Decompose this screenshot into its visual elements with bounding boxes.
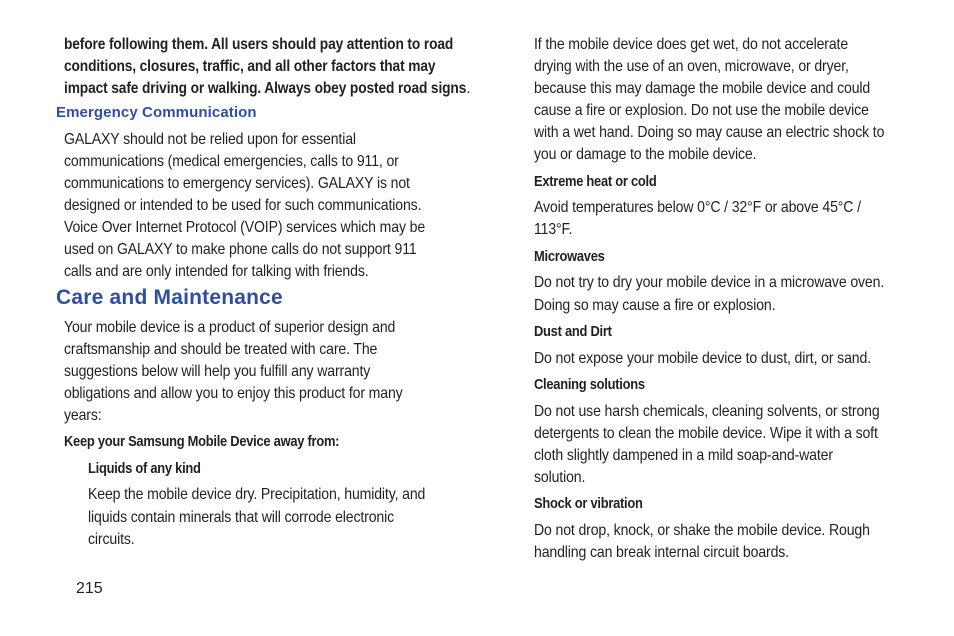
- dust-heading: Dust and Dirt: [534, 323, 612, 340]
- emergency-line: communications to emergency services). GALAXY is not: [64, 175, 410, 192]
- liquids-line: liquids contain minerals that will corrode electronic: [88, 509, 395, 526]
- page-number: 215: [76, 580, 103, 597]
- care-and-maintenance-title: Care and Maintenance: [56, 286, 283, 309]
- shock-line: handling can break internal circuit boards.: [534, 544, 789, 561]
- emergency-line: calls and are only intended for talking with friends.: [64, 263, 369, 280]
- cleaning-line: cloth slightly dampened in a mild soap-and-water: [534, 447, 833, 464]
- microwaves-heading: Microwaves: [534, 248, 605, 265]
- wet-line: drying with the use of an oven, microwave, or dryer,: [534, 58, 849, 75]
- cleaning-line: detergents to clean the mobile device. Wipe it with a soft: [534, 425, 878, 442]
- care-line: obligations and allow you to enjoy this product for many: [64, 385, 403, 402]
- emergency-line: Voice Over Internet Protocol (VOIP) services which may be: [64, 219, 426, 236]
- emergency-line: GALAXY should not be relied upon for essential: [64, 131, 356, 148]
- liquids-heading: Liquids of any kind: [88, 460, 201, 477]
- liquids-line: circuits.: [88, 531, 135, 548]
- shock-heading: Shock or vibration: [534, 495, 643, 512]
- dust-line: Do not expose your mobile device to dust, dirt, or sand.: [534, 350, 871, 367]
- intro-bold-line: before following them. All users should pay attention to road: [64, 36, 454, 53]
- wet-line: If the mobile device does get wet, do not accelerate: [534, 36, 849, 53]
- wet-line: because this may damage the mobile device and could: [534, 80, 871, 97]
- shock-line: Do not drop, knock, or shake the mobile device. Rough: [534, 522, 870, 539]
- heat-line: Avoid temperatures below 0°C / 32°F or above 45°C /: [534, 199, 861, 216]
- wet-line: with a wet hand. Doing so may cause an electric shock to: [534, 124, 885, 141]
- microwave-line: Do not try to dry your mobile device in a microwave oven.: [534, 274, 885, 291]
- liquids-line: Keep the mobile device dry. Precipitation, humidity, and: [88, 486, 426, 503]
- wet-line: cause a fire or explosion. Do not use the mobile device: [534, 102, 869, 119]
- care-line: craftsmanship and should be treated with care. The: [64, 341, 378, 358]
- intro-bold-line-last: impact safe driving or walking. Always obey posted road signs .: [64, 80, 471, 97]
- cleaning-heading: Cleaning solutions: [534, 376, 645, 393]
- cleaning-line: solution.: [534, 469, 586, 486]
- care-line: suggestions below will help you fulfill any warranty: [64, 363, 371, 380]
- cleaning-line: Do not use harsh chemicals, cleaning solvents, or strong: [534, 403, 880, 420]
- emergency-communication-heading: Emergency Communication: [56, 104, 257, 121]
- emergency-line: used on GALAXY to make phone calls do not support 911: [64, 241, 417, 258]
- microwave-line: Doing so may cause a fire or explosion.: [534, 297, 776, 314]
- care-line: Your mobile device is a product of superior design and: [64, 319, 396, 336]
- wet-line: you or damage to the mobile device.: [534, 146, 757, 163]
- intro-bold-line: conditions, closures, traffic, and all other factors that may: [64, 58, 436, 75]
- care-line: years:: [64, 407, 102, 424]
- emergency-line: communications (medical emergencies, calls to 911, or: [64, 153, 399, 170]
- heat-line: 113°F.: [534, 221, 573, 238]
- keep-away-heading: Keep your Samsung Mobile Device away from:: [64, 433, 340, 450]
- emergency-line: designed or intended to be used for such communications.: [64, 197, 422, 214]
- extreme-heat-heading: Extreme heat or cold: [534, 173, 657, 190]
